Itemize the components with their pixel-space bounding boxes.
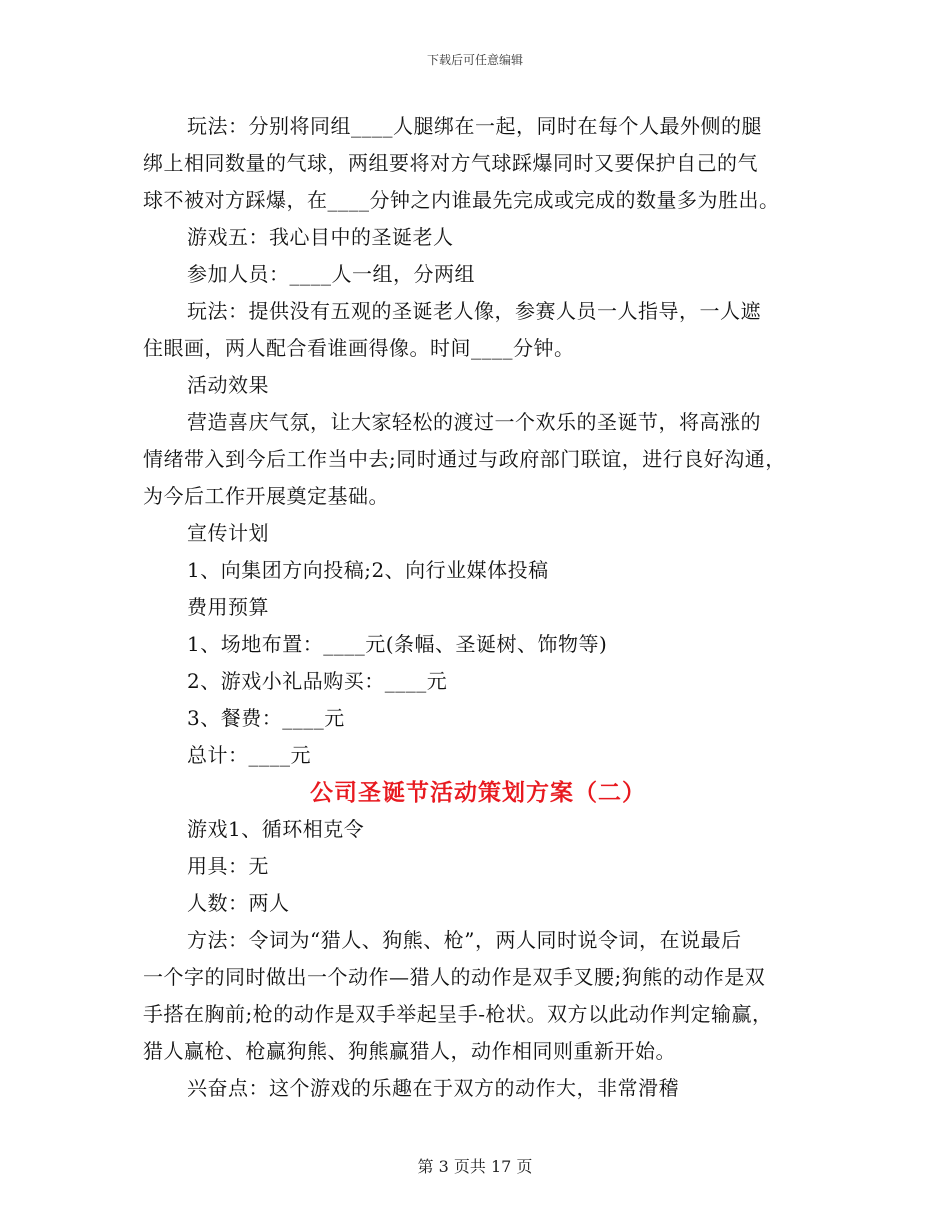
text-line: 游戏五：我心目中的圣诞老人 xyxy=(187,225,454,249)
section-one-paragraphs xyxy=(143,108,813,774)
page-header: 下载后可任意编辑 xyxy=(426,53,523,67)
text-line: 宣传计划 xyxy=(187,521,269,545)
text-line: 球不被对方踩爆，在____分钟之内谁最先完成或完成的数量多为胜出。 xyxy=(143,188,780,212)
text-line: 猎人赢枪、枪赢狗熊、狗熊赢猎人，动作相同则重新开始。 xyxy=(143,1039,676,1063)
text-line: 玩法：分别将同组____人腿绑在一起，同时在每个人最外侧的腿 xyxy=(187,114,762,138)
text-line: 方法：令词为“猎人、狗熊、枪”，两人同时说令词，在说最后 xyxy=(187,928,742,952)
text-line: 一个字的同时做出一个动作—猎人的动作是双手叉腰;狗熊的动作是双 xyxy=(143,965,766,989)
text-line: 总计：____元 xyxy=(187,743,311,767)
text-line: 3、餐费：____元 xyxy=(187,706,345,730)
text-line: 1、场地布置：____元(条幅、圣诞树、饰物等) xyxy=(187,632,608,656)
text-line: 费用预算 xyxy=(187,595,269,619)
text-line: 用具：无 xyxy=(187,854,269,878)
text-line: 为今后工作开展奠定基础。 xyxy=(143,484,389,508)
text-line: 绑上相同数量的气球，两组要将对方气球踩爆同时又要保护自己的气 xyxy=(143,151,758,175)
text-line: 1、向集团方向投稿;2、向行业媒体投稿 xyxy=(187,558,549,582)
section-two-paragraphs xyxy=(143,811,813,1107)
text-line: 游戏1、循环相克令 xyxy=(187,817,365,841)
text-line: 玩法：提供没有五观的圣诞老人像，参赛人员一人指导，一人遮 xyxy=(187,299,761,323)
document-body xyxy=(143,108,813,1107)
text-line: 参加人员：____人一组，分两组 xyxy=(187,262,475,286)
text-line: 兴奋点：这个游戏的乐趣在于双方的动作大，非常滑稽 xyxy=(187,1076,679,1100)
page-footer: 第 3 页共 17 页 xyxy=(417,1157,533,1176)
text-line: 住眼画，两人配合看谁画得像。时间____分钟。 xyxy=(143,336,575,360)
text-line: 2、游戏小礼品购买：____元 xyxy=(187,669,448,693)
text-line: 人数：两人 xyxy=(187,891,290,915)
text-line: 情绪带入到今后工作当中去;同时通过与政府部门联谊，进行良好沟通， xyxy=(143,447,786,471)
text-line: 手搭在胸前;枪的动作是双手举起呈手-枪状。双方以此动作判定输赢， xyxy=(143,1002,773,1026)
section-title: 公司圣诞节活动策划方案（二） xyxy=(310,779,646,806)
text-line: 活动效果 xyxy=(187,373,269,397)
text-line: 营造喜庆气氛，让大家轻松的渡过一个欢乐的圣诞节，将高涨的 xyxy=(187,410,761,434)
